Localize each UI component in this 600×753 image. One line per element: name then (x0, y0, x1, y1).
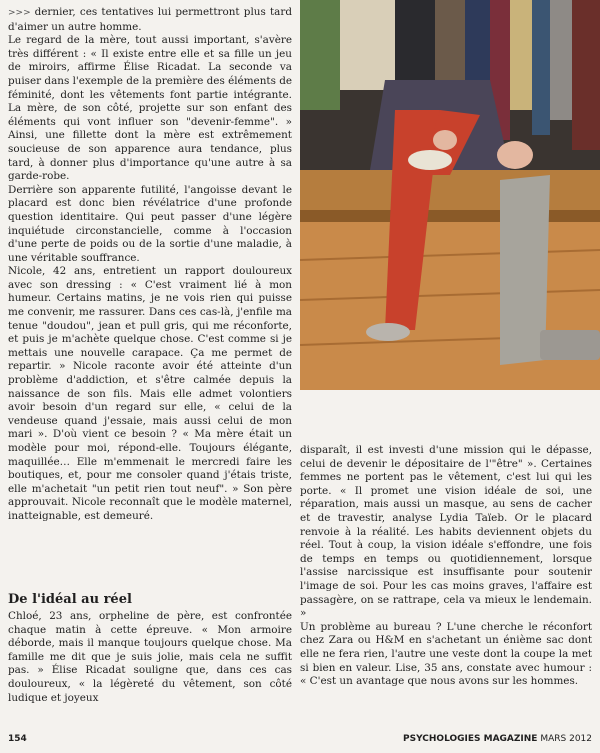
issue-date: MARS 2012 (540, 734, 592, 744)
wardrobe-photo-illustration (300, 0, 600, 390)
paragraph: Nicole, 42 ans, entretient un rapport douloureux avec son dressing : « C'est vraiment lié à mon humeur. Certains matins, je ne vois rien qui puisse me convenir, me rassurer. Dans ces cas-là, j'enfile ma tenue "doudou", jean et pull gris, qui me réconforte, et puis je m'achète quelque chose. C'est comme si je mettais une nouvelle carapace. Ça me permet de repartir. » Nicole raconte avoir été atteinte d'un problème d'addiction, et s'être calmée depuis la naissance de son fils. Mais elle admet volontiers avoir besoin d'un regard sur elle, « celui de la vendeuse quand j'essaie, mais aussi celui de mon mari ». D'où vient ce besoin ? « Ma mère était un modèle pour moi, répond-elle. Toujours élégante, maquillée… Elle m'emmenait le mercredi faire les boutiques, et, pour me consoler quand j'étais triste, elle m'achetait "un petit rien tout neuf". » Son père approuvait. Nicole reconnaît que le modèle maternel, inatteignable, est demeuré. (8, 265, 292, 522)
paragraph-text: dernier, ces tentatives lui permettront plus tard d'aimer un autre homme. (8, 6, 292, 33)
section-subheading: De l'idéal au réel (8, 592, 132, 607)
magazine-credit (403, 734, 592, 744)
paragraph: Un problème au bureau ? L'une cherche le réconfort chez Zara ou H&M en s'achetant un énième sac dont elle ne fera rien, l'autre une veste dont la coupe la met si bien en valeur. Lise, 35 ans, constate avec humour : « C'est un avantage que nous avons sur les hommes. (300, 620, 592, 688)
article-column-left (8, 6, 292, 524)
page-number: 154 (8, 734, 27, 744)
page-footer (8, 734, 592, 748)
article-column-left-lower (8, 586, 292, 705)
continuation-mark: >>> (8, 8, 31, 18)
paragraph: Chloé, 23 ans, orpheline de père, est confrontée chaque matin à cette épreuve. « Mon armoire déborde, mais il manque toujours quelque chose. Ma famille me dit que je suis jolie, mais cela ne suffit pas. » Élise Ricadat souligne que, dans ces cas douloureux, « la légèreté du vêtement, son côté ludique et joyeux (8, 610, 292, 704)
article-column-right (300, 444, 592, 689)
paragraph: Derrière son apparente futilité, l'angoisse devant le placard est donc bien révélatrice d'une profonde question identitaire. Qui peut passer d'une légère inquiétude circonstancielle, comme à l'occasion d'une perte de poids ou de la sortie d'une maladie, à une véritable souffrance. (8, 183, 292, 264)
paragraph: disparaît, il est investi d'une mission qui le dépasse, celui de devenir le dépositaire de l'"être" ». Certaines femmes ne portent pas le vêtement, c'est lui qui les porte. « Il promet une vision idéale de soi, une réparation, mais aussi un masque, au sens de cacher et de travestir, analyse Lydia Taïeb. Or le placard renvoie à la réalité. Les habits deviennent objets du réel. Tout à coup, la vision idéale s'effondre, une fois de temps en temps ou quotidiennement, lorsque l'assise narcissique est insuffisante pour soutenir l'image de soi. Pour les cas moins graves, l'affaire est passagère, on se rattrape, cela va mieux le lendemain. » (300, 444, 592, 620)
magazine-name: PSYCHOLOGIES MAGAZINE (403, 734, 538, 744)
article-photo (300, 0, 600, 390)
paragraph (8, 6, 292, 34)
paragraph: Le regard de la mère, tout aussi important, s'avère très différent : « Il existe entre elle et sa fille un jeu de miroirs, affirme Élise Ricadat. La seconde va puiser dans l'exemple de la première des éléments de féminité, dont les vêtements font partie intégrante. La mère, de son côté, projette sur son enfant des éléments qui vont influer son "devenir-femme". » Ainsi, une fillette dont la mère est extrêmement soucieuse de son apparence aura tendance, plus tard, à donner plus d'importance qu'une autre à sa garde-robe. (8, 34, 293, 183)
